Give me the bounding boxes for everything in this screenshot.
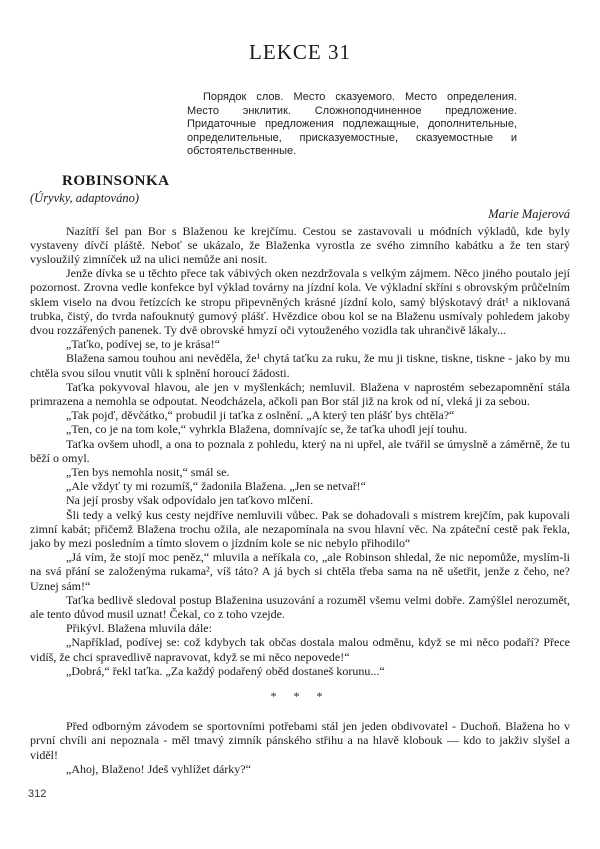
story-paragraph: Taťka bedlivě sledoval postup Blaženina usuzování a rozuměl všemu velmi dobře. Zamýšlel nerozumět, ale tento důvod musil uznat! Čekal, co z toho vzejde. <box>30 592 570 621</box>
story-paragraph: Na její prosby však odpovídalo jen taťkovo mlčení. <box>66 493 314 508</box>
story-paragraph: „Například, podívej se: což kdybych tak občas dostala malou odměnu, když se mi něco podaří? Přece vidíš, že chci spravedlivě napravovat, když se mi něco nepovede!“ <box>30 635 570 664</box>
story-body <box>30 224 570 777</box>
story-paragraph: Blažena samou touhou ani nevěděla, že¹ chytá taťku za ruku, že mu ji tiskne, tiskne, tiskne - jako by mu chtěla svou silou vnutit vůli k splnění horoucí žádosti. <box>30 351 570 380</box>
story-paragraph: „Ten bys nemohla nosit,“ smál se. <box>66 464 230 479</box>
story-paragraph: „Já vím, že stojí moc peněz,“ mluvila a neříkala co, „ale Robinson shledal, že nic nepomůže, myslím-li na svá přání se založenýma rukama², víš táto? A já bych si chtěla třeba sama na ně ušetřit, jenže z čeho, ne? Uznej sám!“ <box>30 550 570 593</box>
story-paragraph: „Taťko, podívej se, to je krása!“ <box>66 337 220 352</box>
story-paragraph: Jenže dívka se u těchto přece tak vábivých oken nezdržovala s velkým zájmem. Něco jiného poutalo její pozornost. Zrovna vedle konfekce byl výklad továrny na jízdní kola. Ve výkladní skříni s obrovským průčelním sklem viselo na dvou řetízcích ke stropu připevněných krásné jízdní kolo, samý blýskotavý drát¹ a niklovaná trubka, čistý, do tvrda nafouknutý gumový plášť. Hvězdice obou kol se na Blaženu usmívaly pohledem jakoby dvou rozzářených panenek. Ty dvě obrovské hmyzí oči vytouženého vozidla tak uhrančivě lákaly... <box>30 266 570 337</box>
grammar-summary-ru: Порядок слов. Место сказуемого. Место определения. Место энклитик. Сложноподчиненное предложение. Придаточные предложения подлежащные, дополнительные, определительные, присказуемостные, сказуемостные и обстоятельственные. <box>187 91 517 157</box>
story-paragraph: „Ahoj, Blaženo! Jdeš vyhlížet dárky?“ <box>66 761 251 776</box>
story-paragraph: „Dobrá,“ řekl taťka. „Za každý podařený oběd dostaneš korunu...“ <box>66 663 385 678</box>
story-author: Marie Majerová <box>488 206 570 221</box>
story-paragraph: „Tak pojď, děvčátko,“ probudil ji taťka z oslnění. „A který ten plášť bys chtěla?“ <box>66 408 455 423</box>
story-paragraph: Nazítří šel pan Bor s Blaženou ke krejčímu. Cestou se zastavovali u módních výkladů, kde byly vystaveny dívčí pláště. Neboť se ukázalo, že Blaženka vyrostla ze svého zimního kabátku a že ten starý vysloužilý zimníček už na ulici nemůže ani nosit. <box>30 223 570 266</box>
section-divider: * * * <box>270 689 330 703</box>
story-subtitle: (Úryvky, adaptováno) <box>30 190 139 205</box>
story-paragraph: Taťka pokyvoval hlavou, ale jen v myšlenkách; nemluvil. Blažena v naprostém sebezapomnění stála primrazena a nemohla se odpoutat. Neodcházela, ačkoli pan Bor stál již na krok od ní, vleká ji za sebou. <box>30 379 570 408</box>
story-title: ROBINSONKA <box>62 172 170 189</box>
story-paragraph: Taťka ovšem uhodl, a ona to poznala z pohledu, který na ni upřel, ale tvářil se úmyslně a záměrně, že tu běží o omyl. <box>30 436 570 465</box>
page-number: 312 <box>28 788 47 800</box>
story-paragraph: Přikývl. Blažena mluvila dále: <box>66 621 212 636</box>
story-paragraph: „Ale vždyť ty mi rozumíš,“ žadonila Blažena. „Jen se netvař!“ <box>66 479 367 494</box>
story-header <box>30 173 570 222</box>
story-paragraph: „Ten, co je na tom kole,“ vyhrkla Blažena, domnívajíc se, že taťka uhodl její touhu. <box>66 422 468 437</box>
story-paragraph: Šli tedy a velký kus cesty nejdříve nemluvili vůbec. Pak se dohadovali s mistrem krejčím, pak kupovali zimní kabát; přičemž Blažena trochu ožila, ale nezapomínala na svou hlavní věc. Na zpáteční cestě pak řekla, jako by mezi posledním a tímto slovem o jízdním kole se nic nebylo přihodilo“ <box>30 507 570 550</box>
lesson-title: LEKCE 31 <box>249 40 351 64</box>
story-paragraph: Před odborným závodem se sportovními potřebami stál jen jeden obdivovatel - Duchoň. Blažena ho v první chvíli ani nepoznala - měl tmavý zimník pánského střihu a na hlavě klobouk — kdo to jakživ slyšel a viděl! <box>30 719 570 762</box>
